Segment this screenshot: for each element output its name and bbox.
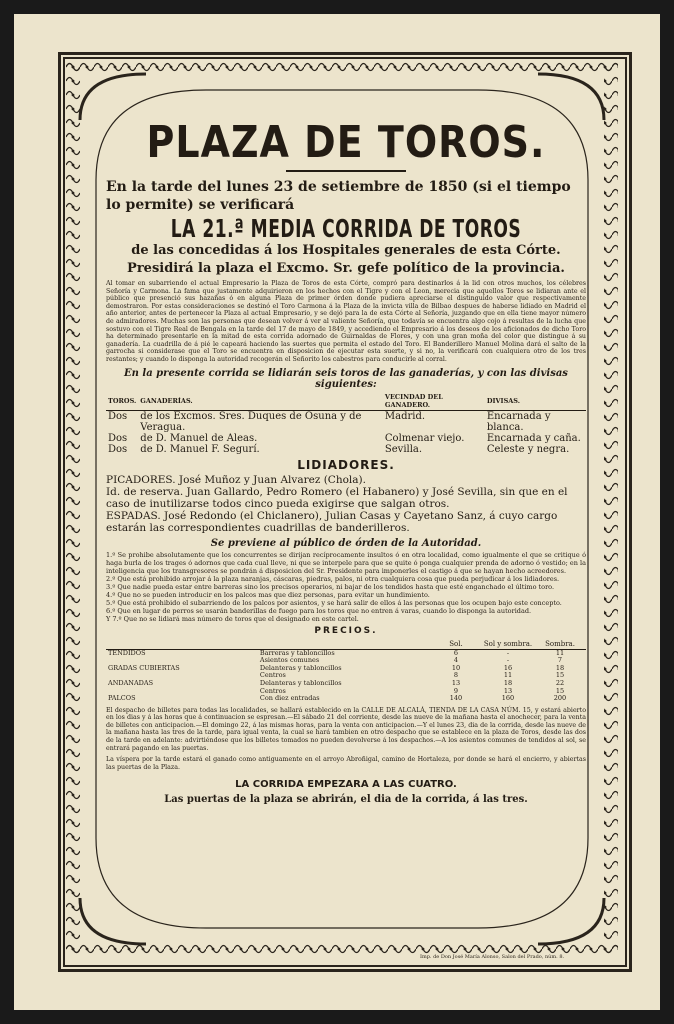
price-group: TENDIDOS xyxy=(108,648,146,657)
doors-time: Las puertas de la plaza se abrirán, el dia de la corrida, á las tres. xyxy=(164,794,528,806)
price-group: PALCOS xyxy=(108,694,136,703)
order-item: 6.º Que en lugar de perros se usarán banderillas de fuego para los toros que no entren á varas, cuando lo disponga la autoridad. xyxy=(106,606,532,615)
price-sombra: 11 xyxy=(555,648,565,657)
sombra-col: Sombra. xyxy=(534,639,586,650)
price-sombra: 15 xyxy=(555,671,565,680)
price-item: Con diez entradas xyxy=(259,694,320,703)
sol-col: Sol. xyxy=(430,639,482,650)
price-sol: 140 xyxy=(449,694,463,703)
price-solsombra: 16 xyxy=(503,663,513,672)
price-item: Delanteras y tabloncillos xyxy=(259,678,342,687)
price-group: GRADAS CUBIERTAS xyxy=(108,663,180,672)
price-sol: 8 xyxy=(453,671,459,680)
order-item: 2.º Que está prohibido arrojar á la plaza naranjas, cáscaras, piedras, palos, ni otra cualquiera cosa que pueda perjudicar á los lidiadores. xyxy=(106,574,560,583)
ganaderia-cell: de D. Manuel de Aleas. xyxy=(140,432,258,444)
table-row xyxy=(106,680,586,688)
intro-text: En la tarde del lunes 23 de setiembre de 1850 (si el tiempo lo permite) se verificará xyxy=(106,179,571,213)
lidiadores-heading: LIDIADORES. xyxy=(297,457,395,472)
item-col xyxy=(258,639,430,650)
table-row xyxy=(106,444,586,455)
reserva-line: Id. de reserva. Juan Gallardo, Pedro Romero (el Habanero) y José Sevilla, sin que en el caso de inutilizarse todos cinco pueda exigirse que salgan otros. xyxy=(106,485,568,510)
table-row xyxy=(106,688,586,696)
table-row xyxy=(106,665,586,673)
price-solsombra: - xyxy=(506,656,510,665)
toros-cell: Dos xyxy=(108,443,128,455)
divisa-cell: Encarnada y blanca. xyxy=(486,410,551,433)
prices-table xyxy=(106,639,586,703)
start-time: LA CORRIDA EMPEZARA A LAS CUATRO. xyxy=(235,779,457,791)
title-rule xyxy=(286,170,406,172)
price-item: Barreras y tabloncillos xyxy=(259,648,335,657)
lidiaran-heading: En la presente corrida se lidiarán seis toros de las ganaderías, y con las divisas siguientes: xyxy=(124,367,568,390)
price-group: ANDANADAS xyxy=(108,678,154,687)
despacho-text: El despacho de billetes para todas las localidades, se hallará establecido en la CALLE DE ALCALÁ, TIENDA DE LA CASA NÚM. 15, y estará abierto en los dias y á las horas que á continuacion se espresan.—El sábado 21 del corriente, desde las nueve de la mañana hasta el anochecer, para la venta de billetes con anticipacion.—El domingo 22, á las mismas horas, para la venta con anticipacion.—Y el lunes 23, dia de la corrida, desde las nueve de la mañana hasta las tres de la tarde, para igual venta, la cual se hará tambien en otro despacho que se establece en la plaza de Toros, desde las dos de la tarde en adelante: advirtiéndose que los billetes tomados no pueden devolverse á los despachos.—A los asientos comunes de tendidos al sol, se entrará pagando en las puertas. xyxy=(106,706,586,752)
espadas-line: ESPADAS. José Redondo (el Chiclanero), Julian Casas y Cayetano Sanz, á cuyo cargo estarán las correspondientes cuadrillas de banderilleros. xyxy=(106,509,558,534)
table-row xyxy=(106,695,586,703)
price-sombra: 7 xyxy=(557,656,563,665)
solsombra-col: Sol y sombra. xyxy=(483,639,533,648)
price-sol: 13 xyxy=(451,678,461,687)
printer-imprint: Imp. de Don José María Alonso, Salon del Prado, núm. 8. xyxy=(420,954,565,960)
price-sombra: 18 xyxy=(555,663,565,672)
toros-cell: Dos xyxy=(108,410,128,422)
price-sol: 6 xyxy=(453,648,459,657)
ganaderia-cell: de D. Manuel F. Segurí. xyxy=(140,443,260,455)
price-solsombra: 160 xyxy=(501,694,515,703)
event-title: LA 21.ª MEDIA CORRIDA DE TOROS xyxy=(170,214,522,244)
col-divisas: DIVISAS. xyxy=(485,392,586,411)
col-toros: TOROS. xyxy=(106,392,138,411)
col-ganaderias: GANADERÍAS. xyxy=(138,392,383,411)
divisa-cell: Encarnada y caña. xyxy=(486,432,581,444)
price-item: Centros xyxy=(259,671,286,680)
poster-content xyxy=(106,114,586,805)
picadores-line: PICADORES. José Muñoz y Juan Alvarez (Chola). xyxy=(106,473,366,486)
price-sombra: 200 xyxy=(553,694,567,703)
event-subtitle: de las concedidas á los Hospitales generales de esta Córte. xyxy=(131,243,561,258)
table-row xyxy=(106,433,586,444)
order-item: 3.º Que nadie pueda estar entre barreras sino los precisos operarios, ni bajar de los tendidos hasta que esté enganchado el último toro. xyxy=(106,582,555,591)
divisa-cell: Celeste y negra. xyxy=(486,443,570,455)
price-sombra: 22 xyxy=(555,678,565,687)
order-item: 1.º Se prohibe absolutamente que los concurrentes se dirijan recíprocamente insultos ó en otra localidad, como igualmente el que se critique ó haga burla de los trages ó adornos que cada cual lleve, ni que se interpele para que se quite ó ponga cualquier prenda de adorno ó vestido; en la inteligencia que los transgresores se pondrán á disposicion del Sr. Presidente para imponerles el castigo á que se hayan hecho acreedores. xyxy=(106,550,586,575)
autoridad-heading: Se previene al público de órden de la Autoridad. xyxy=(210,537,482,549)
price-solsombra: - xyxy=(506,648,510,657)
ganaderias-table xyxy=(106,392,586,455)
toros-cell: Dos xyxy=(108,432,128,444)
order-item: 5.º Que está prohibido el subarriendo de los palcos por asientos, y se hará salir de ellos á las personas que los ocupen bajo este concepto. xyxy=(106,598,562,607)
vecindad-cell: Madrid. xyxy=(384,410,426,422)
price-item: Asientos comunes xyxy=(259,656,320,665)
order-item: Y 7.º Que no se lidiará mas número de toros que el designado en este cartel. xyxy=(106,614,359,623)
price-item: Centros xyxy=(259,686,286,695)
poster-sheet xyxy=(14,14,660,1010)
order-item: 4.º Que no se pueden introducir en los palcos mas que diez personas, para evitar un hundimiento. xyxy=(106,590,430,599)
vispera-text: La víspera por la tarde estará el ganado como antiguamente en el arroyo Abroñigal, camino de Hortaleza, por donde se hará el encierro, y abiertas las puertas de la Plaza. xyxy=(106,756,586,771)
price-solsombra: 18 xyxy=(503,678,513,687)
poster-title: PLAZA DE TOROS. xyxy=(146,116,546,168)
ganaderia-cell: de los Excmos. Sres. Duques de Osuna y de Veragua. xyxy=(140,410,362,433)
price-sol: 10 xyxy=(451,663,461,672)
col-vecindad: VECINDAD DEL GANADERO. xyxy=(383,392,485,411)
price-sol: 4 xyxy=(453,656,459,665)
vecindad-cell: Colmenar viejo. xyxy=(384,432,465,444)
price-solsombra: 13 xyxy=(503,686,513,695)
announcement-body: Al tomar en subarriendo el actual Empresario la Plaza de Toros de esta Córte, compró para destinarlos á la lid con otros muchos, los célebres Señoría y Carmona. La fama que justamente adquirieron en los hechos con el Tigre y con el Leon, merecia que aquellos Toros se lidiaran ante el público que presenció sus hazañas ó en alguna Plaza de primer órden donde pudiera apreciarse el distinguido valor que respectivamente demostraron. Por estas consideraciones se destinó el Toro Carmona á la Plaza de la invicta villa de Bilbao despues de haberse lidiado en Madrid el año anterior, antes de pertenecer la Plaza al actual Empresario, y se dejó para la de esta Córte al Señoría, juzgando que en ella tiene mayor número de admiradores. Muchas son las personas que desean volver á ver al valiente Señoría, que todavía se encuentra algo cojo á resultas de la lucha que sostuvo con el Tigre Real de Bengala en la tarde del 17 de mayo de 1849, y accediendo el Empresario á los deseos de los aficionados de dicho Toro ha determinado presentarle en la mitad de esta corrida adornado de Guirnaldas de Flores, y con una gran moña del color que distingue á su ganadería. La cuadrilla de á pié le capeará haciendo las suertes que permita el estado del Toro. El Banderillero Manuel Molina dará el salto de la garrocha si considerase que el Toro se encuentra en disposicion de ejecutar esta suerte, y si no, la verificará con cualquiera otro de los tres restantes; y cuando lo disponga la autoridad recogerán el Señorito los cabestros para conducirle al corral. xyxy=(106,280,586,363)
vecindad-cell: Sevilla. xyxy=(384,443,423,455)
table-row xyxy=(106,672,586,680)
grupo-col xyxy=(106,639,258,650)
price-solsombra: 11 xyxy=(503,671,513,680)
table-row xyxy=(106,649,586,657)
price-sombra: 15 xyxy=(555,686,565,695)
price-item: Delanteras y tabloncillos xyxy=(259,663,342,672)
table-row xyxy=(106,410,586,433)
event-presidency: Presidirá la plaza el Excmo. Sr. gefe político de la provincia. xyxy=(127,261,565,276)
precios-heading: PRECIOS. xyxy=(314,625,378,636)
price-sol: 9 xyxy=(453,686,459,695)
